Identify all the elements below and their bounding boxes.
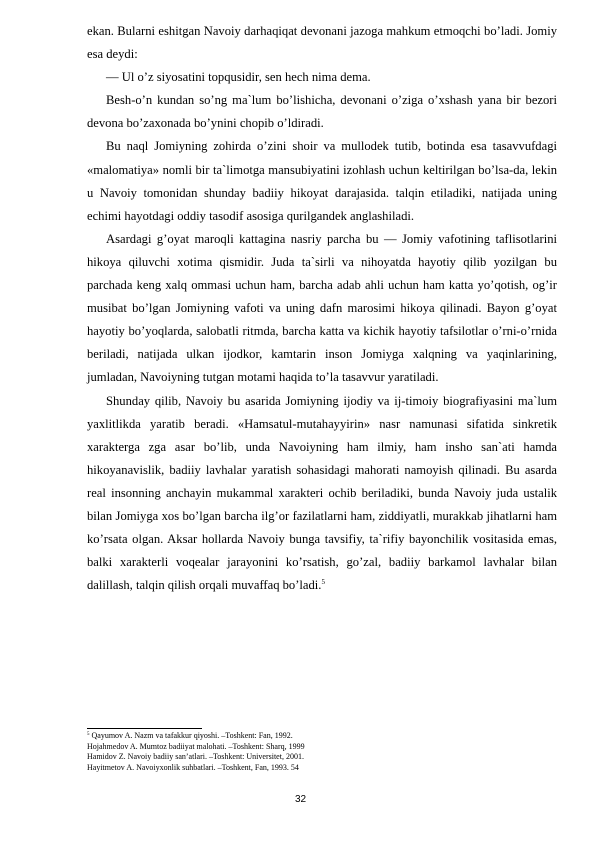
footnotes [87, 731, 557, 773]
footnote-text: Qayumov A. Nazm va tafakkur qiyoshi. –Toshkent: Fan, 1992. [91, 731, 293, 740]
footnote-line: Hojahmedov A. Mumtoz badiiyat malohati. –Toshkent: Sharq, 1999 [87, 741, 305, 751]
paragraph-2-dialogue: — Ul o’z siyosatini topqusidir, sen hech nima dema. [106, 70, 371, 85]
footnote-marker: 5 [87, 732, 90, 737]
footnote-line: Hayitmetov A. Navoiyxonlik suhbatlari. –Toshkent, Fan, 1993. 54 [87, 762, 299, 772]
footnote-reference[interactable]: 5 [321, 578, 325, 587]
paragraph-6 [87, 390, 557, 598]
paragraph-1: ekan. Bularni eshitgan Navoiy darhaqiqat devonani jazoga mahkum etmoqchi bo’ladi. Jomiy esa deydi: [87, 24, 557, 62]
paragraph-4: Bu naql Jomiyning zohirda o’zini shoir va mullodek tutib, botinda esa tasavvufdagi «malomatiya» nomli bir ta`limotga mansubiyatini izohlash uchun keltirilgan bo’lsa-da, lekin u Navoiy tomonidan shunday badiiy hikoyat darajasida. talqin etiladiki, natijada uning echimi hayotdagi oddiy tasodif asosiga qurilgandek anglashiladi. [87, 139, 557, 223]
page-number: 32 [294, 794, 307, 805]
paragraph-5: Asardagi g’oyat maroqli kattagina nasriy parcha bu — Jomiy vafotining taflisotlarini hikoya qiluvchi xotima qismidir. Juda ta`sirli va nihoyatda hayotiy qilib yozilgan bu parchada keng xalq ommasi uchun ham, barcha adab ahli uchun ham katta yo’qotish, og’ir musibat bo’lgan Jomiyning vafoti va uning dafn marosimi hikoya qilinadi. Bayon g’oyat hayotiy bo’yoqlarda, salobatli ritmda, barcha katta va kichik hayotiy tafsilotlar o’rni-o’rnida beriladi, natijada ulkan ijodkor, kamtarin inson Jomiyga xalqning va yaqinlarining, jumladan, Navoiyning tutgan motami haqida to’la tasavvur yaratiladi. [87, 231, 557, 385]
paragraph-6-text: Shunday qilib, Navoiy bu asarida Jomiyning ijodiy va ij-timoiy biografiyasini ma`lum yaxlitlikda yaratib beradi. «Hamsatul-mutahayyirin» nasr namunasi sifatida sinkretik xarakterga zga asar bo’lib, unda Navoiyning ham ilmiy, ham insho san`ati hamda hikoyanavislik, badiiy lavhalar yaratish sohasidagi mahorati namoyish qilinadi. Bu asarda real insonning anchayin mukammal xarakteri ochib beriladiki, bunda Navoiy juda ustalik bilan Jomiyga xos bo’lgan barcha ilg’or fazilatlarni ham, ziddiyatli, murakkab jihatlarni ham ko’rsata olgan. Aksar hollarda Navoiy bunga tavsifiy, ta`rifiy bayonchilik vositasida emas, balki xarakterli voqealar jarayonini ko’rsatish, go’zal, badiiy barkamol lavhalar bilan dalillash, talqin qilish orqali muvaffaq bo’ladi. [87, 393, 557, 593]
page-body [87, 20, 557, 597]
paragraph-3: Besh-o’n kundan so’ng ma`lum bo’lishicha, devonani o’ziga o’xshash yana bir bezori devona bo’zaxonada bo’ynini chopib o’ldiradi. [87, 93, 557, 131]
footnote-divider [87, 728, 202, 729]
footnote-line: Hamidov Z. Navoiy badiiy san’atlari. –Toshkent: Universitet, 2001. [87, 752, 304, 761]
footnote-line [87, 731, 557, 742]
